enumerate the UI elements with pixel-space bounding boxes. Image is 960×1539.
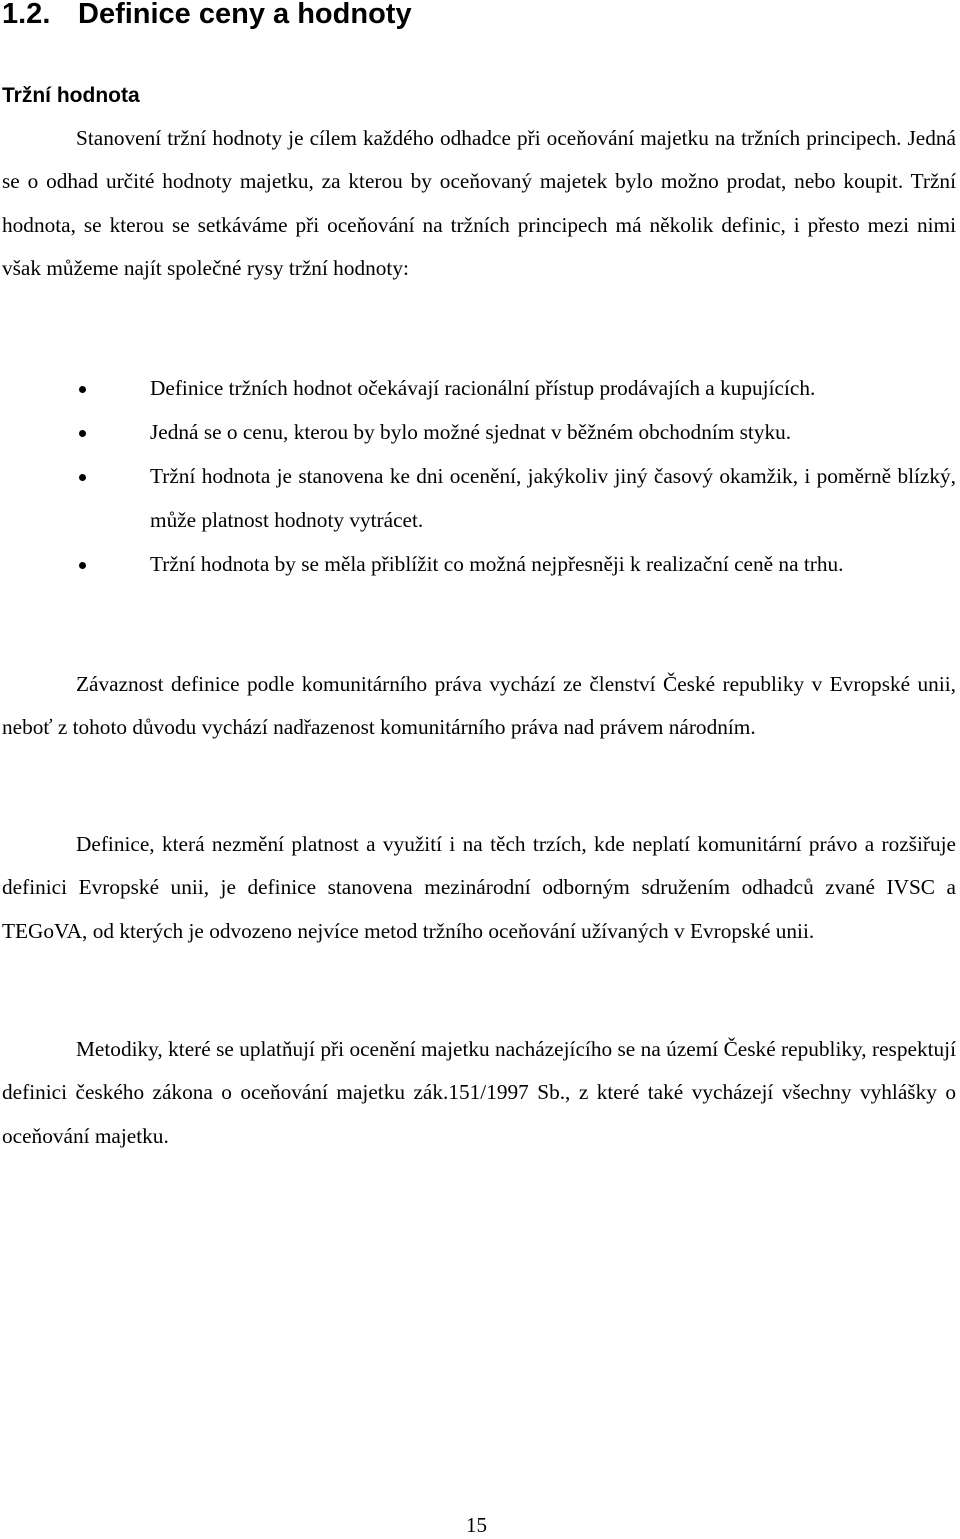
list-item-text: Tržní hodnota je stanovena ke dni ocenění, jakýkoliv jiný časový okamžik, i poměrně blízký, může platnost hodnoty vytrácet.	[150, 464, 956, 532]
bullet-icon	[79, 474, 86, 481]
page-number: 15	[466, 1513, 487, 1537]
subsection-heading: Tržní hodnota	[2, 84, 140, 107]
list-item-text: Tržní hodnota by se měla přiblížit co možná nejpřesněji k realizační ceně na trhu.	[150, 552, 844, 576]
section-title: Definice ceny a hodnoty	[78, 0, 412, 30]
market-value-features-list	[0, 366, 960, 586]
paragraph-ivsc-definition: Definice, která nezmění platnost a využití i na těch trzích, kde neplatí komunitární právo a rozšiřuje definici Evropské unii, je definice stanovena mezinárodní odborným sdružením odhadců zvané IVSC a TEGoVA, od kterých je odvozeno nejvíce metod tržního oceňování užívaných v Evropské unii.	[2, 832, 956, 943]
bullet-icon	[79, 386, 86, 393]
bullet-icon	[79, 430, 86, 437]
section-heading	[2, 0, 412, 32]
list-item-text: Definice tržních hodnot očekávají racionální přístup prodávajích a kupujících.	[150, 376, 816, 400]
list-item-text: Jedná se o cenu, kterou by bylo možné sjednat v běžném obchodním styku.	[150, 420, 792, 444]
paragraph-eu-law: Závaznost definice podle komunitárního práva vychází ze členství České republiky v Evropské unii, neboť z tohoto důvodu vychází nadřazenost komunitárního práva nad právem národním.	[2, 672, 956, 740]
section-number: 1.2.	[2, 0, 51, 30]
list-item	[0, 542, 956, 586]
paragraph-market-value-intro: Stanovení tržní hodnoty je cílem každého odhadce při oceňování majetku na tržních principech. Jedná se o odhad určité hodnoty majetku, za kterou by oceňovaný majetek bylo možno prodat, nebo koupit. Tržní hodnota, se kterou se setkáváme při oceňování na tržních principech má několik definic, i přesto mezi nimi však můžeme najít společné rysy tržní hodnoty:	[2, 126, 956, 281]
paragraph-czech-methodology: Metodiky, které se uplatňují při ocenění majetku nacházejícího se na území České republiky, respektují definici českého zákona o oceňování majetku zák.151/1997 Sb., z které také vycházejí všechny vyhlášky o oceňování majetku.	[2, 1037, 956, 1148]
list-item	[0, 410, 956, 454]
list-item	[0, 366, 956, 410]
bullet-icon	[79, 562, 86, 569]
list-item	[0, 454, 956, 542]
